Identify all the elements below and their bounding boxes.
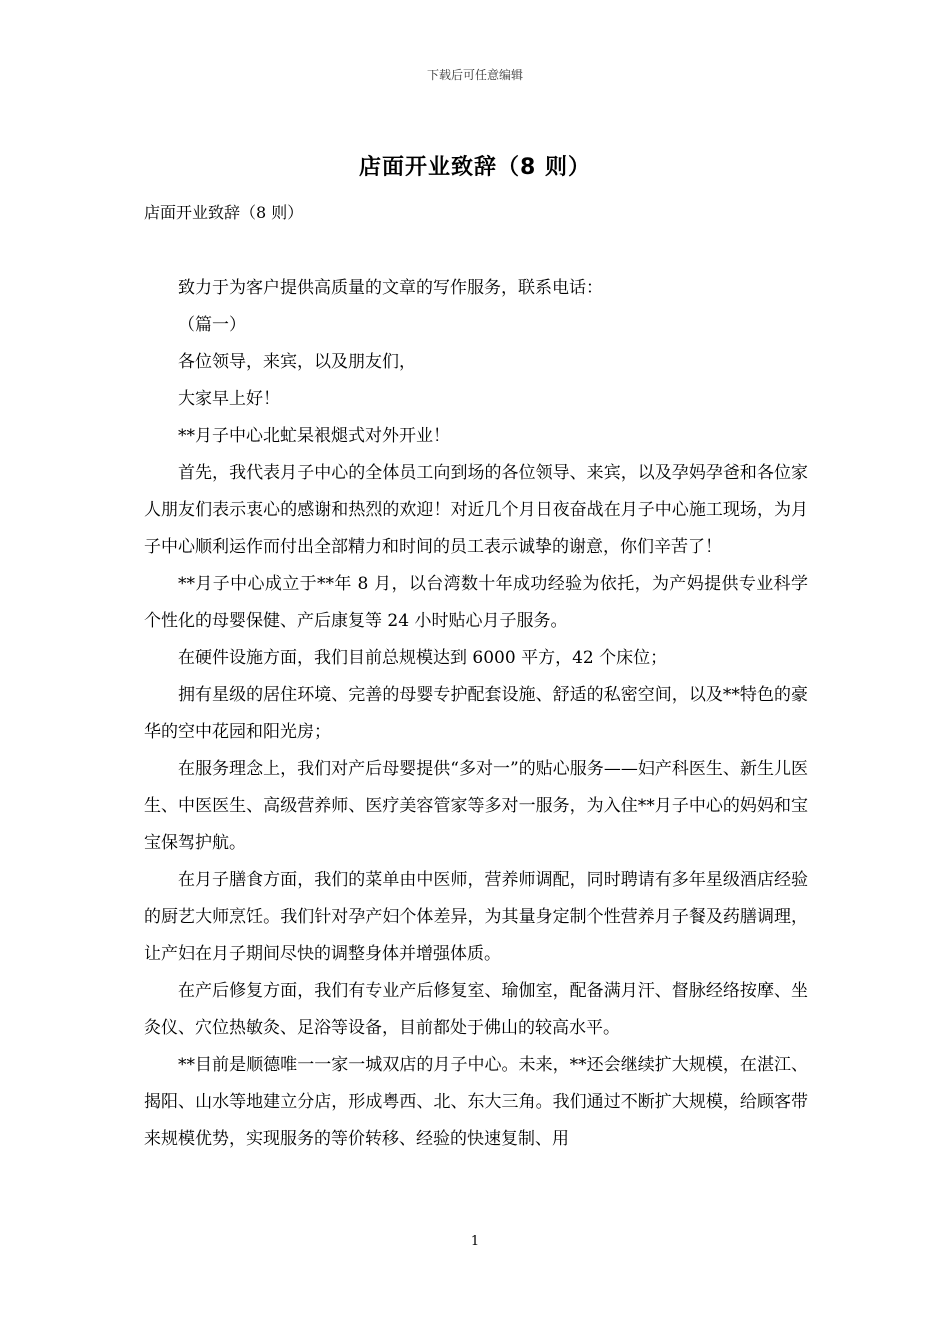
paragraph: **月子中心成立于**年 8 月，以台湾数十年成功经验为依托，为产妈提供专业科学个性化的母婴保健、产后康复等 24 小时贴心月子服务。 <box>144 574 808 631</box>
paragraph: **目前是顺德唯一一家一城双店的月子中心。未来，**还会继续扩大规模，在湛江、揭阳、山水等地建立分店，形成粤西、北、东大三角。我们通过不断扩大规模，给顾客带来规模优势，实现服务的等价转移、经验的快速复制、用 <box>144 1055 808 1149</box>
paragraph: 在产后修复方面，我们有专业产后修复室、瑜伽室，配备满月汗、督脉经络按摩、坐灸仪、穴位热敏灸、足浴等设备，目前都处于佛山的较高水平。 <box>144 981 808 1038</box>
paragraph: **月子中心北虻杲裉煺式对外开业！ <box>178 426 450 446</box>
document-title: 店面开业致辞（8 则） <box>359 155 591 180</box>
paragraph: 在月子膳食方面，我们的菜单由中医师，营养师调配，同时聘请有多年星级酒店经验的厨艺大师烹饪。我们针对孕产妇个体差异，为其量身定制个性营养月子餐及药膳调理，让产妇在月子期间尽快的调整身体并增强体质。 <box>144 870 808 964</box>
document-subtitle: 店面开业致辞（8 则） <box>144 203 304 222</box>
page-number: 1 <box>470 1234 480 1249</box>
document-body <box>144 270 808 1158</box>
paragraph: 在硬件设施方面，我们目前总规模达到 6000 平方，42 个床位； <box>178 648 668 668</box>
paragraph: 拥有星级的居住环境、完善的母婴专护配套设施、舒适的私密空间，以及**特色的豪华的空中花园和阳光房； <box>144 685 808 742</box>
paragraph: （篇一） <box>178 315 246 335</box>
paragraph: 首先，我代表月子中心的全体员工向到场的各位领导、来宾，以及孕妈孕爸和各位家人朋友们表示衷心的感谢和热烈的欢迎！对近几个月日夜奋战在月子中心施工现场，为月子中心顺利运作而付出全部精力和时间的员工表示诚挚的谢意，你们辛苦了！ <box>144 463 808 557</box>
paragraph: 各位领导，来宾，以及朋友们， <box>178 352 416 372</box>
paragraph: 致力于为客户提供高质量的文章的写作服务，联系电话： <box>178 278 603 298</box>
paragraph: 在服务理念上，我们对产后母婴提供“多对一”的贴心服务——妇产科医生、新生儿医生、中医医生、高级营养师、医疗美容管家等多对一服务，为入住**月子中心的妈妈和宝宝保驾护航。 <box>144 759 808 853</box>
paragraph: 大家早上好！ <box>178 389 280 409</box>
header-note: 下载后可任意编辑 <box>426 68 523 82</box>
